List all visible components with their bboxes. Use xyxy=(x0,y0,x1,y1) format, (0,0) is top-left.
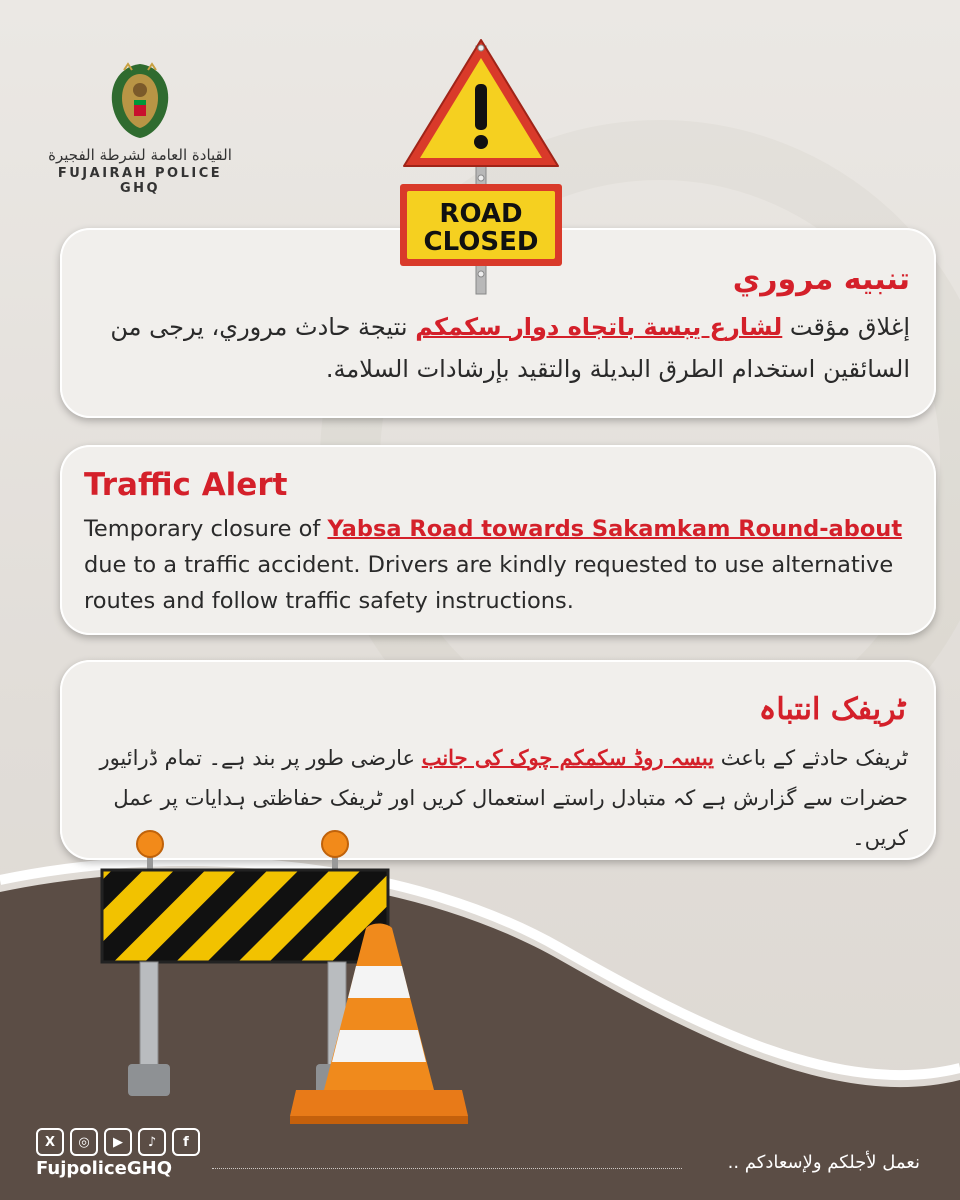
english-road-highlight: Yabsa Road towards Sakamkam Round-about xyxy=(327,516,903,542)
social-handle: FujpoliceGHQ xyxy=(36,1158,172,1179)
road-closed-sign xyxy=(398,36,564,296)
urdu-title: ٹریفک انتباہ xyxy=(758,692,906,727)
urdu-body-end: عارضی طور پر بند ہے۔ تمام ڈرائیور حضرات سے گزارش ہے کہ متبادل راستے استعمال کریں اور ٹریفک حفاظتی ہدایات پر عمل کریں۔ xyxy=(99,746,908,850)
english-title: Traffic Alert xyxy=(84,467,288,503)
footer-slogan: نعمل لأجلكم ولإسعادكم .. xyxy=(727,1152,920,1173)
instagram-icon[interactable]: ◎ xyxy=(70,1128,98,1156)
arabic-body-end: نتيجة حادث مروري، يرجى من السائقين استخدام الطرق البديلة والتقيد بإرشادات السلامة. xyxy=(110,313,910,383)
arabic-body-start: إغلاق مؤقت xyxy=(782,313,910,341)
police-logo xyxy=(40,60,240,196)
english-body xyxy=(84,511,920,619)
eagle-emblem-icon xyxy=(102,60,178,142)
logo-arabic-text: القيادة العامة لشرطة الفجيرة xyxy=(48,146,232,164)
urdu-road-highlight: یبسہ روڈ سکمکم چوک کی جانب xyxy=(421,745,715,770)
social-icons xyxy=(36,1128,200,1156)
traffic-cone xyxy=(284,920,474,1130)
exclamation-icon xyxy=(475,84,487,130)
warning-light-right-icon xyxy=(322,831,348,857)
sign-text-road: ROAD xyxy=(439,199,523,229)
arabic-body xyxy=(80,306,910,390)
tiktok-icon[interactable]: ♪ xyxy=(138,1128,166,1156)
arabic-title: تنبيه مروري xyxy=(732,262,910,297)
urdu-body-start: ٹریفک حادثے کے باعث xyxy=(714,746,908,770)
logo-english-text: FUJAIRAH POLICE GHQ xyxy=(57,166,223,196)
sign-text-closed: CLOSED xyxy=(423,227,539,257)
facebook-icon[interactable]: f xyxy=(172,1128,200,1156)
english-alert-card xyxy=(60,445,936,635)
warning-light-left-icon xyxy=(137,831,163,857)
english-body-start: Temporary closure of xyxy=(84,516,328,542)
arabic-road-highlight: لشارع يبسة باتجاه دوار سكمكم xyxy=(415,313,783,341)
english-body-end: due to a traffic accident. Drivers are kindly requested to use alternative routes and follow traffic safety instructions. xyxy=(84,552,894,614)
x-icon[interactable]: X xyxy=(36,1128,64,1156)
footer-divider xyxy=(212,1168,682,1169)
youtube-icon[interactable]: ▶ xyxy=(104,1128,132,1156)
